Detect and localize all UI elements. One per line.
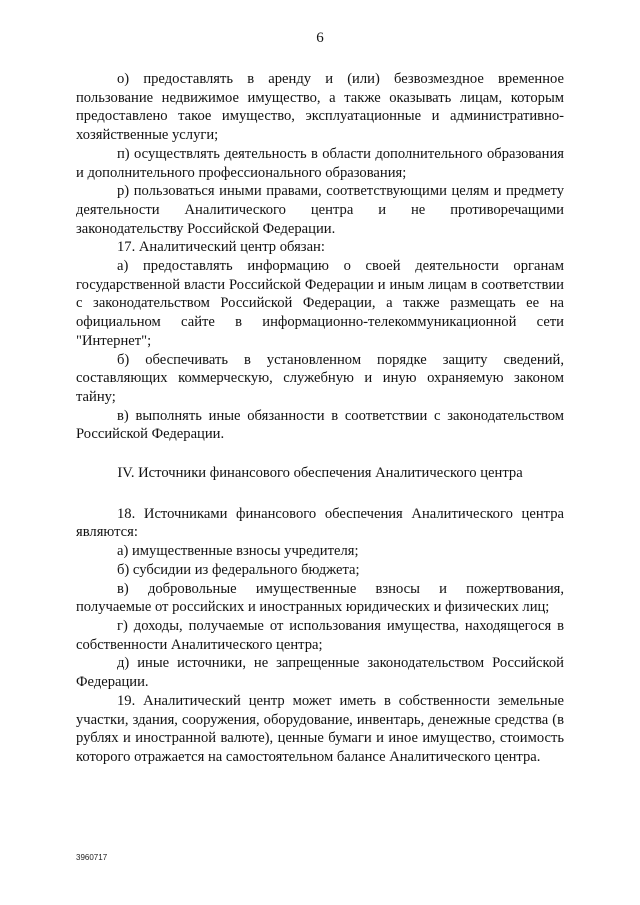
source-b: б) субсидии из федерального бюджета; bbox=[117, 561, 360, 578]
section-heading: IV. Источники финансового обеспечения Аналитического центра bbox=[117, 465, 523, 482]
source-g: г) доходы, получаемые от использования имущества, находящегося в собственности Аналитического центра; bbox=[76, 617, 564, 653]
clause-o: о) предоставлять в аренду и (или) безвозмездное временное пользование недвижимое имущество, а также оказывать лицам, которым предоставлено такое имущество, эксплуатационные и административно-хозяйственные услуги; bbox=[76, 71, 564, 144]
clause-p: п) осуществлять деятельность в области дополнительного образования и дополнительного профессионального образования; bbox=[76, 145, 564, 181]
clause-a: а) предоставлять информацию о своей деятельности органам государственной власти Российской Федерации и иным лицам в соответствии с законодательством Российской Федерации, а также размещать ее на официальном сайте в информационно-телекоммуникационной сети "Интернет"; bbox=[76, 258, 564, 349]
footer-code: 3960717 bbox=[76, 853, 108, 862]
source-d: д) иные источники, не запрещенные законодательством Российской Федерации. bbox=[76, 655, 564, 691]
clause-r: р) пользоваться иными правами, соответствующими целям и предмету деятельности Аналитического центра и не противоречащими законодательству Российской Федерации. bbox=[76, 183, 564, 237]
article-17: 17. Аналитический центр обязан: bbox=[117, 239, 325, 256]
source-a: а) имущественные взносы учредителя; bbox=[117, 543, 359, 560]
article-19: 19. Аналитический центр может иметь в собственности земельные участки, здания, сооружения, оборудование, инвентарь, денежные средства (в рублях и иностранной валюте), ценные бумаги и иное имущество, стоимость которого отражается на самостоятельном балансе Аналитического центра. bbox=[76, 692, 564, 765]
source-v: в) добровольные имущественные взносы и пожертвования, получаемые от российских и иностранных юридических и физических лиц; bbox=[76, 580, 564, 616]
document-body bbox=[76, 70, 564, 767]
clause-b: б) обеспечивать в установленном порядке защиту сведений, составляющих коммерческую, служебную и иную охраняемую законом тайну; bbox=[76, 351, 564, 405]
page-number: 6 bbox=[316, 30, 324, 46]
article-18: 18. Источниками финансового обеспечения Аналитического центра являются: bbox=[76, 505, 564, 541]
clause-v: в) выполнять иные обязанности в соответствии с законодательством Российской Федерации. bbox=[76, 407, 564, 443]
